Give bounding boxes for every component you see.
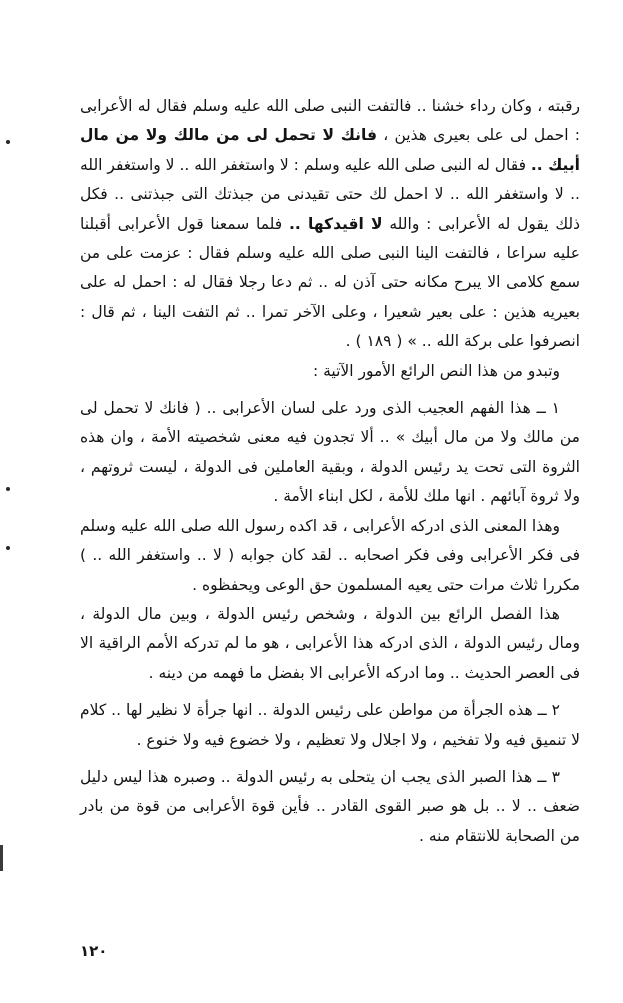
paragraph-3 bbox=[80, 394, 580, 512]
text-segment: وتبدو من هذا النص الرائع الأمور الآتية : bbox=[312, 361, 560, 380]
text-segment: وهذا المعنى الذى ادركه الأعرابى ، قد اكده رسول الله صلى الله عليه وسلم فى فكر الأعرابى وفى فكر اصحابه .. لقد كان جوابه ( لا .. واستغفر الله .. ) مكررا ثلاث مرات حتى يعيه المسلمون حق الوعى ويحفظوه . bbox=[80, 516, 580, 594]
paragraph-2 bbox=[80, 357, 580, 386]
paragraph-1 bbox=[80, 92, 580, 357]
page-number: ١٢٠ bbox=[80, 942, 108, 960]
bold-text-segment: لا اقيدكها .. bbox=[288, 214, 383, 233]
paragraph-4 bbox=[80, 512, 580, 600]
text-segment: فلما سمعنا قول الأعرابى أقبلنا عليه سراعا ، فالتفت الينا النبى صلى الله عليه وسلم فقال : عزمت على من سمع كلامى الا يبرح مكانه حتى آذن له .. ثم دعا رجلا فقال له : احمل له على بعيريه هذين : على بعير شعيرا ، وعلى الآخر تمرا .. ثم التفت الينا ، ثم قال : انصرفوا على بركة الله .. » ( ١٨٩ ) . bbox=[80, 214, 580, 351]
paragraph-7 bbox=[80, 763, 580, 851]
text-segment: ٣ ــ هذا الصبر الذى يجب ان يتحلى به رئيس الدولة .. وصبره هذا ليس دليل ضعف .. لا .. بل هو صبر القوى القادر .. فأين قوة الأعرابى من قوة من بادر من الصحابة للانتقام منه . bbox=[80, 767, 580, 845]
scan-dot-mark bbox=[6, 140, 10, 144]
text-segment: فقال له النبى صلى الله عليه وسلم : لا واستغفر الله .. لا واستغفر الله .. لا واستغفر الله .. لا احمل لك حتى تقيدنى من جبذتك التى جبذتنى .. فكل ذلك يقول له الأعرابى : والله bbox=[80, 155, 581, 233]
scan-dot-mark bbox=[6, 487, 10, 491]
scan-edge-mark bbox=[0, 845, 3, 871]
text-segment: رقبته ، وكان رداء خشنا .. فالتفت النبى صلى الله عليه وسلم فقال له الأعرابى : احمل لى على بعيرى هذين ، bbox=[80, 97, 580, 145]
body-text bbox=[80, 92, 580, 851]
text-segment: هذا الفصل الرائع بين الدولة ، وشخص رئيس الدولة ، وبين مال الدولة ، ومال رئيس الدولة ، الذى ادركه هذا الأعرابى ، هو ما لم تدركه الأمم الراقية الا فى العصر الحديث .. وما ادركه الأعرابى الا بفضل ما فهمه من دينه . bbox=[80, 604, 580, 682]
text-segment: ١ ــ هذا الفهم العجيب الذى ورد على لسان الأعرابى .. ( فانك لا تحمل لى من مالك ولا من مال أبيك » .. ألا تجدون فيه معنى شخصيته الأمة ، وان هذه الثروة التى تحت يد رئيس الدولة ، وبقية العاملين فى الدولة ، ليست ثروتهم ، ولا ثروة آبائهم . انها ملك للأمة ، لكل ابناء الأمة . bbox=[80, 399, 580, 506]
paragraph-5 bbox=[80, 600, 580, 688]
text-segment: ٢ ــ هذه الجرأة من مواطن على رئيس الدولة .. انها جرأة لا نظير لها .. كلام لا تنميق فيه ولا تفخيم ، ولا اجلال ولا تعظيم ، ولا خضوع فيه ولا خنوع . bbox=[80, 701, 580, 749]
paragraph-6 bbox=[80, 696, 580, 755]
scan-dot-mark bbox=[6, 546, 10, 550]
bold-text-segment: فانك لا تحمل لى من مالك ولا من مال أبيك .. bbox=[80, 126, 580, 174]
